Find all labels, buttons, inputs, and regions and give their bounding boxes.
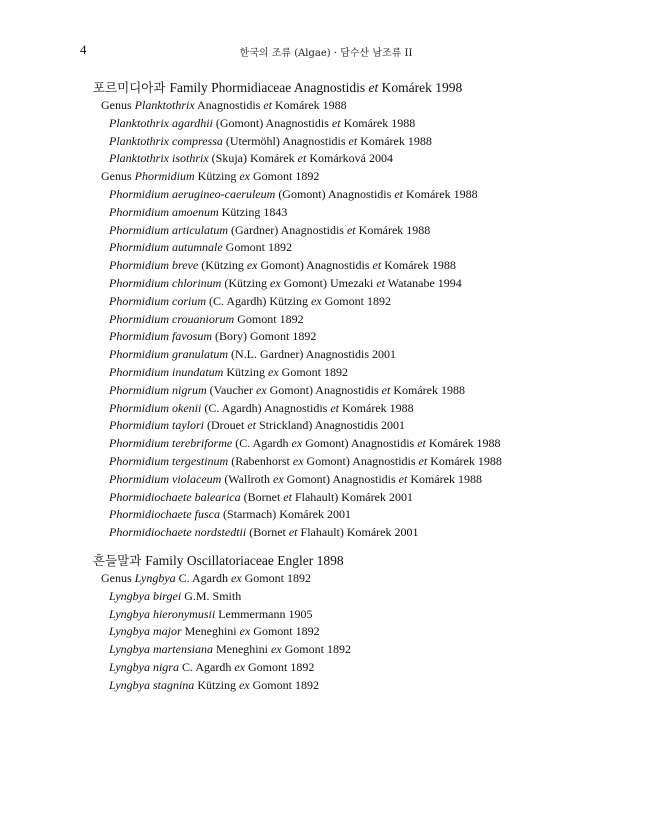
species-name: Phormidium corium — [109, 293, 206, 308]
species-author: Lemmermann 1905 — [215, 606, 313, 621]
species-connector: ex — [268, 364, 279, 379]
species-connector: ex — [246, 258, 258, 273]
species-author-tail: Komárek 1988 — [355, 222, 431, 237]
species-author: (Kützing — [221, 275, 270, 290]
genus-entry — [93, 570, 613, 588]
genus-connector: et — [263, 98, 273, 112]
species-connector: et — [330, 400, 339, 415]
species-entry — [93, 677, 613, 695]
species-author: (Vaucher — [206, 382, 256, 397]
species-name: Phormidium granulatum — [109, 347, 229, 362]
genus-name: Planktothrix — [134, 98, 195, 112]
species-connector: ex — [234, 659, 245, 674]
species-name: Planktothrix agardhii — [109, 115, 213, 130]
species-author-tail: Gomont 1892 — [249, 677, 319, 692]
species-entry — [93, 222, 613, 240]
species-entry — [93, 588, 613, 606]
species-entry — [93, 346, 613, 364]
species-entry — [93, 489, 613, 507]
species-author: (Utermöhl) Anagnostidis — [222, 133, 349, 148]
species-name: Phormidium breve — [109, 258, 199, 273]
species-connector: et — [247, 418, 256, 433]
species-author: (C. Agardh — [232, 436, 292, 451]
species-entry — [93, 524, 613, 542]
species-name: Phormidium tergestinum — [109, 453, 229, 468]
genus-prefix: Genus — [101, 169, 135, 184]
genus-author-tail: Gomont 1892 — [250, 169, 320, 184]
genus-prefix: Genus — [101, 570, 135, 585]
genus-author: C. Agardh — [175, 570, 231, 585]
species-entry — [93, 382, 613, 400]
taxonomy-list — [93, 79, 613, 695]
species-entry — [93, 150, 613, 168]
species-name: Phormidium terebriforme — [109, 436, 233, 451]
species-author-tail: Komárková 2004 — [306, 151, 393, 166]
species-author-tail: Gomont 1892 — [250, 624, 320, 639]
species-author: (Gomont) Anagnostidis — [212, 115, 332, 130]
genus-connector: ex — [239, 169, 250, 184]
section-gap — [93, 542, 613, 552]
species-entry — [93, 506, 613, 524]
species-author: (Rabenhorst — [228, 453, 293, 468]
family-latin-name — [145, 553, 343, 568]
species-connector: ex — [270, 642, 282, 657]
species-author: (N.L. Gardner) Anagnostidis 2001 — [228, 347, 396, 362]
species-author: (Gardner) Anagnostidis — [228, 222, 347, 237]
genus-entry — [93, 168, 613, 186]
species-entry — [93, 453, 613, 471]
species-entry — [93, 417, 613, 435]
species-author-tail: Gomont 1892 — [281, 642, 351, 657]
species-author-tail: Gomont 1892 — [321, 293, 391, 308]
family-et: et — [368, 80, 379, 95]
species-author-tail: Komárek 1988 — [357, 133, 432, 148]
species-connector: ex — [310, 293, 322, 308]
species-name: Phormidium aerugineo-caeruleum — [109, 186, 276, 201]
species-entry — [93, 471, 613, 489]
species-author: (Starmach) Komárek 2001 — [219, 507, 351, 522]
species-name: Lyngbya hieronymusii — [109, 606, 216, 621]
genus-author: Anagnostidis — [194, 98, 264, 112]
species-author: Kützing 1843 — [218, 204, 288, 219]
species-author: Gomont 1892 — [222, 240, 293, 255]
species-entry — [93, 328, 613, 346]
species-entry — [93, 435, 613, 453]
species-connector: ex — [255, 382, 267, 397]
genus-name: Lyngbya — [134, 570, 176, 585]
species-connector: et — [283, 489, 292, 504]
page-number: 4 — [80, 42, 87, 57]
family-latin: Family Oscillatoriaceae Engler 1898 — [145, 552, 344, 568]
species-connector: et — [346, 222, 356, 237]
species-name: Phormidium chlorinum — [109, 275, 222, 290]
species-name: Phormidium articulatum — [109, 222, 228, 237]
family-heading — [93, 79, 613, 97]
species-author-tail: Flahault) Komárek 2001 — [291, 489, 413, 504]
species-author-tail: Komárek 1988 — [340, 115, 416, 130]
species-entry — [93, 133, 613, 151]
species-author: Gomont 1892 — [234, 311, 304, 326]
species-name: Planktothrix compressa — [109, 133, 223, 148]
species-author: Kützing — [223, 364, 269, 379]
species-name: Planktothrix isothrix — [109, 151, 209, 166]
species-author-tail: Gomont) Umezaki et Watanabe 1994 — [280, 275, 462, 290]
species-name: Phormidium favosum — [109, 329, 212, 344]
species-name: Phormidium taylori — [109, 418, 204, 433]
genus-name: Phormidium — [134, 169, 195, 184]
species-author-tail: Strickland) Anagnostidis 2001 — [256, 418, 405, 433]
species-author: (Bory) Gomont 1892 — [212, 329, 317, 344]
species-author: Meneghini — [212, 642, 271, 657]
species-entry — [93, 606, 613, 624]
species-author: Meneghini — [181, 624, 240, 639]
species-name: Lyngbya nigra — [109, 659, 179, 674]
species-author: (C. Agardh) Anagnostidis — [201, 400, 331, 415]
species-name: Phormidium okenii — [109, 400, 202, 415]
genus-entry — [93, 97, 613, 115]
species-entry — [93, 364, 613, 382]
family-tail: Komárek 1998 — [381, 80, 463, 95]
species-name: Phormidium inundatum — [109, 364, 224, 379]
species-author-tail: Gomont) Anagnostidis et Komárek 1988 — [283, 471, 482, 486]
species-author-tail: Gomont) Anagnostidis et Komárek 1988 — [266, 382, 465, 397]
running-head: 한국의 조류 (Algae) · 담수산 남조류 II — [239, 48, 413, 59]
species-author: (Drouet — [204, 418, 248, 433]
species-author-tail: Komárek 1988 — [339, 400, 414, 415]
species-author: (Skuja) Komárek — [208, 151, 298, 166]
species-author-tail: Komárek 1988 — [402, 186, 478, 201]
species-name: Phormidiochaete balearica — [109, 489, 241, 504]
species-name: Phormidium amoenum — [109, 204, 219, 219]
species-name: Phormidiochaete fusca — [109, 507, 220, 522]
family-latin: Family Phormidiaceae Anagnostidis — [169, 80, 366, 95]
species-author-tail: Gomont 1892 — [278, 364, 349, 379]
species-entry — [93, 204, 613, 222]
species-entry — [93, 257, 613, 275]
genus-prefix: Genus — [101, 98, 135, 112]
species-author: (Bornet — [246, 525, 289, 540]
species-connector: ex — [238, 677, 250, 692]
family-heading — [93, 552, 613, 570]
species-name: Lyngbya stagnina — [109, 677, 195, 692]
species-author: Kützing — [194, 677, 239, 692]
species-author: (Gomont) Anagnostidis — [275, 186, 395, 201]
species-connector: et — [394, 186, 403, 201]
species-entry — [93, 186, 613, 204]
species-entry — [93, 275, 613, 293]
species-author: G.M. Smith — [181, 588, 242, 603]
species-entry — [93, 400, 613, 418]
genus-author-tail: Gomont 1892 — [241, 570, 311, 585]
species-author-tail: Gomont 1892 — [244, 659, 315, 674]
species-author-tail: Gomont) Anagnostidis et Komárek 1988 — [303, 453, 502, 468]
genus-connector: ex — [230, 570, 242, 585]
family-latin-name — [169, 80, 462, 95]
species-name: Lyngbya birgei — [109, 588, 182, 603]
species-connector: et — [288, 525, 298, 540]
species-author-tail: Gomont) Anagnostidis et Komárek 1988 — [257, 258, 456, 273]
species-entry — [93, 293, 613, 311]
species-entry — [93, 623, 613, 641]
genus-author-tail: Komárek 1988 — [272, 98, 347, 112]
family-korean-name: 흔들말과 — [93, 552, 146, 568]
species-connector: ex — [291, 436, 303, 451]
species-connector: ex — [239, 624, 251, 639]
species-connector: et — [297, 151, 307, 166]
species-name: Lyngbya major — [109, 624, 182, 639]
species-entry — [93, 115, 613, 133]
species-author: (Wallroth — [221, 471, 273, 486]
family-korean-name: 포르미디아과 — [93, 80, 170, 95]
species-name: Phormidium crouaniorum — [109, 311, 235, 326]
species-name: Lyngbya martensiana — [109, 642, 213, 657]
species-name: Phormidiochaete nordstedtii — [109, 525, 247, 540]
species-entry — [93, 641, 613, 659]
species-name: Phormidium violaceum — [109, 471, 222, 486]
species-entry — [93, 239, 613, 257]
species-author: (Bornet — [240, 489, 284, 504]
species-name: Phormidium nigrum — [109, 382, 207, 397]
species-entry — [93, 659, 613, 677]
species-connector: ex — [273, 471, 284, 486]
species-author: (C. Agardh) Kützing — [206, 293, 311, 308]
species-connector: et — [348, 133, 358, 148]
species-author: (Kützing — [198, 258, 247, 273]
species-author: C. Agardh — [178, 659, 235, 674]
species-author-tail: Flahault) Komárek 2001 — [297, 525, 419, 540]
species-name: Phormidium autumnale — [109, 240, 223, 255]
species-connector: et — [331, 115, 341, 130]
species-author-tail: Gomont) Anagnostidis et Komárek 1988 — [302, 436, 501, 451]
species-entry — [93, 311, 613, 329]
species-connector: ex — [292, 453, 304, 468]
species-connector: ex — [270, 275, 281, 290]
genus-author: Kützing — [194, 169, 240, 184]
